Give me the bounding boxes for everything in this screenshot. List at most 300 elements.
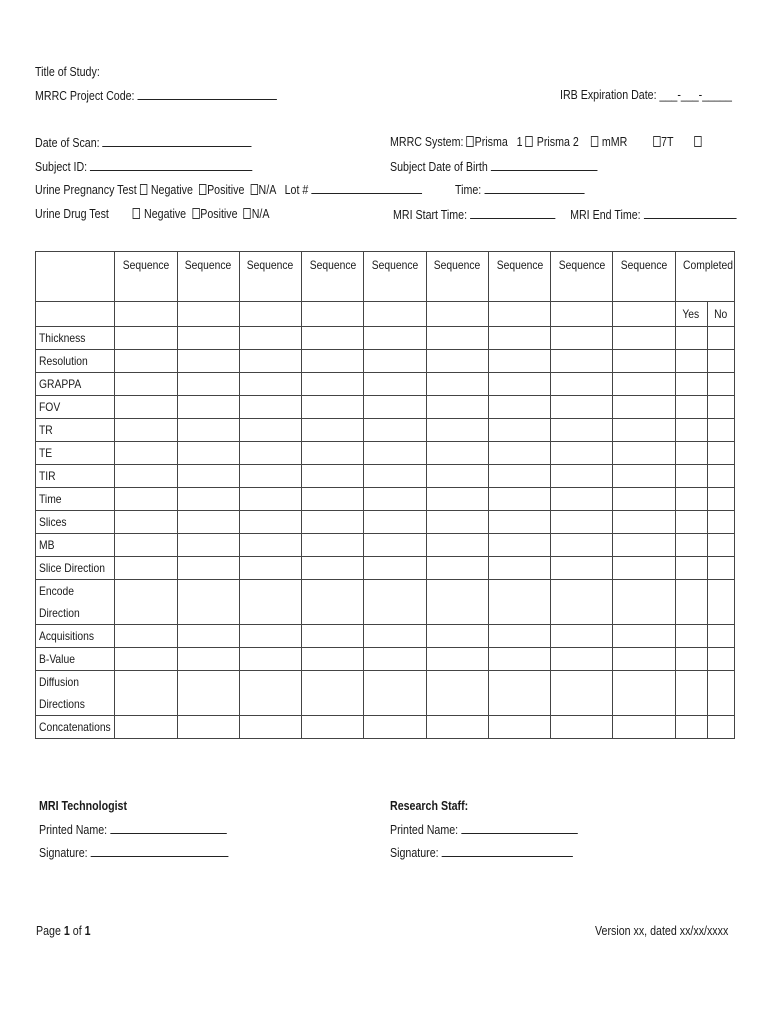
row-label: Acquisitions xyxy=(39,629,95,643)
lot-field[interactable] xyxy=(311,181,422,194)
table-row xyxy=(36,373,735,396)
table-cell[interactable] xyxy=(239,671,301,716)
page-label: Page xyxy=(36,923,61,938)
table-cell[interactable] xyxy=(426,442,488,465)
table-cell[interactable] xyxy=(302,327,364,350)
table-cell[interactable] xyxy=(302,625,364,648)
row-label-cell xyxy=(36,557,115,580)
tech-signature-row xyxy=(39,844,228,861)
table-cell[interactable] xyxy=(426,534,488,557)
table-cell[interactable] xyxy=(551,648,613,671)
urine-drug-row xyxy=(35,206,269,222)
table-cell[interactable] xyxy=(488,625,550,648)
table-cell[interactable] xyxy=(675,511,707,534)
table-cell[interactable] xyxy=(302,442,364,465)
row-label-cell xyxy=(36,534,115,557)
table-cell[interactable] xyxy=(488,511,550,534)
table-cell[interactable] xyxy=(707,327,734,350)
table-cell[interactable] xyxy=(707,671,734,716)
table-cell[interactable] xyxy=(707,580,734,625)
subheader-blank-cell xyxy=(36,302,115,327)
table-cell[interactable] xyxy=(177,557,239,580)
table-cell[interactable] xyxy=(613,488,675,511)
row-label: Thickness xyxy=(39,331,86,345)
table-cell[interactable] xyxy=(488,557,550,580)
table-cell[interactable] xyxy=(177,442,239,465)
time-field[interactable] xyxy=(484,181,584,194)
table-cell[interactable] xyxy=(115,534,177,557)
table-cell[interactable] xyxy=(551,350,613,373)
table-cell[interactable] xyxy=(707,625,734,648)
table-cell[interactable] xyxy=(239,534,301,557)
table-cell[interactable] xyxy=(364,716,426,739)
table-cell[interactable] xyxy=(364,511,426,534)
table-cell[interactable] xyxy=(364,419,426,442)
table-cell[interactable] xyxy=(302,557,364,580)
table-cell[interactable] xyxy=(302,534,364,557)
table-cell[interactable] xyxy=(551,580,613,625)
table-cell[interactable] xyxy=(177,716,239,739)
table-cell[interactable] xyxy=(364,625,426,648)
table-cell[interactable] xyxy=(364,396,426,419)
table-cell[interactable] xyxy=(707,373,734,396)
table-cell[interactable] xyxy=(239,465,301,488)
sequence-header-label: Sequence xyxy=(247,258,294,272)
drug-na-checkbox[interactable] xyxy=(243,208,250,219)
row-label: Concatenations xyxy=(39,720,111,734)
table-cell[interactable] xyxy=(488,419,550,442)
subheader-blank-cell xyxy=(426,302,488,327)
mri-end-label: MRI End Time: xyxy=(570,207,641,222)
staff-signature-label: Signature: xyxy=(390,845,439,860)
pregnancy-negative-label: Negative xyxy=(150,182,193,197)
mri-times-row xyxy=(393,206,736,223)
sequence-header-3 xyxy=(239,252,301,302)
table-cell[interactable] xyxy=(115,442,177,465)
table-cell[interactable] xyxy=(613,716,675,739)
table-cell[interactable] xyxy=(239,419,301,442)
table-cell[interactable] xyxy=(488,580,550,625)
table-cell[interactable] xyxy=(613,327,675,350)
table-cell[interactable] xyxy=(426,419,488,442)
table-cell[interactable] xyxy=(426,557,488,580)
table-cell[interactable] xyxy=(302,671,364,716)
table-cell[interactable] xyxy=(613,396,675,419)
table-cell[interactable] xyxy=(364,488,426,511)
table-cell[interactable] xyxy=(707,716,734,739)
table-cell[interactable] xyxy=(115,511,177,534)
table-row xyxy=(36,716,735,739)
prisma2-label: Prisma 2 xyxy=(536,134,579,149)
table-cell[interactable] xyxy=(488,396,550,419)
mmr-checkbox[interactable] xyxy=(591,136,598,147)
tech-signature-field[interactable] xyxy=(91,844,229,857)
row-label: GRAPPA xyxy=(39,377,82,391)
sequence-header-9 xyxy=(613,252,675,302)
table-cell[interactable] xyxy=(426,396,488,419)
row-label: B-Value xyxy=(39,652,75,666)
table-cell[interactable] xyxy=(551,465,613,488)
mri-technologist-heading: MRI Technologist xyxy=(39,798,128,813)
prisma2-checkbox[interactable] xyxy=(526,136,533,147)
table-cell[interactable] xyxy=(177,350,239,373)
table-cell[interactable] xyxy=(364,671,426,716)
table-cell[interactable] xyxy=(115,465,177,488)
table-cell[interactable] xyxy=(302,396,364,419)
table-cell[interactable] xyxy=(707,488,734,511)
table-cell[interactable] xyxy=(675,396,707,419)
row-label: TIR xyxy=(39,469,56,483)
subheader-blank-cell xyxy=(551,302,613,327)
table-cell[interactable] xyxy=(613,465,675,488)
table-cell[interactable] xyxy=(488,373,550,396)
subject-id-field[interactable] xyxy=(90,158,252,171)
table-cell[interactable] xyxy=(488,671,550,716)
table-cell[interactable] xyxy=(239,716,301,739)
mrrc-system-label: MRRC System: xyxy=(390,134,464,149)
table-cell[interactable] xyxy=(488,442,550,465)
table-cell[interactable] xyxy=(115,580,177,625)
subject-dob-label: Subject Date of Birth xyxy=(390,159,488,174)
row-label-cell xyxy=(36,671,115,716)
table-cell[interactable] xyxy=(426,327,488,350)
extra-checkbox[interactable] xyxy=(694,136,701,147)
table-cell[interactable] xyxy=(675,580,707,625)
table-cell[interactable] xyxy=(302,488,364,511)
subject-dob-row xyxy=(390,158,597,175)
row-label-cell xyxy=(36,373,115,396)
pregnancy-positive-checkbox[interactable] xyxy=(199,184,206,195)
table-cell[interactable] xyxy=(613,534,675,557)
seven-t-checkbox[interactable] xyxy=(653,136,660,147)
table-cell[interactable] xyxy=(551,671,613,716)
table-cell[interactable] xyxy=(675,557,707,580)
table-cell[interactable] xyxy=(239,442,301,465)
irb-expiration-label: IRB Expiration Date: xyxy=(560,87,657,102)
staff-signature-row xyxy=(390,844,573,861)
drug-positive-label: Positive xyxy=(200,206,238,221)
table-cell[interactable] xyxy=(177,373,239,396)
row-label-cell xyxy=(36,716,115,739)
table-cell[interactable] xyxy=(613,373,675,396)
row-label-cell xyxy=(36,350,115,373)
table-cell[interactable] xyxy=(426,465,488,488)
table-cell[interactable] xyxy=(115,396,177,419)
table-cell[interactable] xyxy=(613,442,675,465)
table-cell[interactable] xyxy=(675,465,707,488)
table-cell[interactable] xyxy=(675,488,707,511)
table-cell[interactable] xyxy=(177,534,239,557)
table-cell[interactable] xyxy=(613,648,675,671)
table-cell[interactable] xyxy=(551,327,613,350)
table-cell[interactable] xyxy=(177,327,239,350)
table-cell[interactable] xyxy=(177,396,239,419)
mri-start-field[interactable] xyxy=(470,206,555,219)
header-corner-cell xyxy=(36,252,115,302)
subject-dob-field[interactable] xyxy=(491,158,598,171)
table-cell[interactable] xyxy=(115,716,177,739)
table-row xyxy=(36,557,735,580)
table-cell[interactable] xyxy=(488,350,550,373)
date-of-scan-label: Date of Scan: xyxy=(35,135,100,150)
table-cell[interactable] xyxy=(364,557,426,580)
table-cell[interactable] xyxy=(115,671,177,716)
table-cell[interactable] xyxy=(488,488,550,511)
staff-printed-name-label: Printed Name: xyxy=(390,822,459,837)
table-cell[interactable] xyxy=(426,671,488,716)
time-row xyxy=(455,181,584,198)
table-cell[interactable] xyxy=(551,373,613,396)
table-cell[interactable] xyxy=(177,671,239,716)
row-label: Diffusion xyxy=(39,675,79,689)
research-staff-heading: Research Staff: xyxy=(390,798,469,813)
table-cell[interactable] xyxy=(302,465,364,488)
title-of-study-label: Title of Study: xyxy=(35,64,100,79)
table-row xyxy=(36,327,735,350)
table-row xyxy=(36,442,735,465)
sequence-header-label: Sequence xyxy=(371,258,419,272)
row-label-cell xyxy=(36,511,115,534)
table-cell[interactable] xyxy=(239,373,301,396)
table-cell[interactable] xyxy=(675,373,707,396)
tech-printed-name-label: Printed Name: xyxy=(39,822,108,837)
table-row xyxy=(36,625,735,648)
table-cell[interactable] xyxy=(115,350,177,373)
date-of-scan-row xyxy=(35,134,252,151)
table-cell[interactable] xyxy=(302,373,364,396)
row-label: Slice Direction xyxy=(39,561,105,575)
sequence-header-label: Sequence xyxy=(122,258,170,272)
completed-header xyxy=(675,252,734,302)
sequence-header-7 xyxy=(488,252,550,302)
table-cell[interactable] xyxy=(239,488,301,511)
date-of-scan-field[interactable] xyxy=(103,134,252,147)
table-cell[interactable] xyxy=(364,442,426,465)
table-cell[interactable] xyxy=(115,648,177,671)
page-number xyxy=(36,923,91,939)
row-label-cell xyxy=(36,488,115,511)
table-cell[interactable] xyxy=(675,442,707,465)
table-cell[interactable] xyxy=(239,648,301,671)
yes-label: Yes xyxy=(682,307,700,321)
table-cell[interactable] xyxy=(675,419,707,442)
table-cell[interactable] xyxy=(488,465,550,488)
table-cell[interactable] xyxy=(239,511,301,534)
table-cell[interactable] xyxy=(613,580,675,625)
table-cell[interactable] xyxy=(551,488,613,511)
row-label: Time xyxy=(39,492,62,506)
project-code-field[interactable] xyxy=(138,87,277,100)
table-cell[interactable] xyxy=(707,419,734,442)
table-header-row xyxy=(36,252,735,302)
table-cell[interactable] xyxy=(551,396,613,419)
pregnancy-na-checkbox[interactable] xyxy=(250,184,257,195)
sequence-table xyxy=(35,251,735,739)
table-cell[interactable] xyxy=(364,580,426,625)
row-label: TR xyxy=(39,423,53,437)
table-cell[interactable] xyxy=(115,488,177,511)
table-cell[interactable] xyxy=(426,648,488,671)
table-cell[interactable] xyxy=(426,350,488,373)
pregnancy-negative-checkbox[interactable] xyxy=(140,184,147,195)
pregnancy-positive-label: Positive xyxy=(207,182,245,197)
table-cell[interactable] xyxy=(488,327,550,350)
prisma1-number: 1 xyxy=(516,134,523,149)
table-cell[interactable] xyxy=(675,350,707,373)
time-label: Time: xyxy=(455,182,482,197)
version-text: Version xx, dated xx/xx/xxxx xyxy=(595,923,729,938)
table-cell[interactable] xyxy=(551,557,613,580)
table-cell[interactable] xyxy=(707,511,734,534)
table-cell[interactable] xyxy=(675,716,707,739)
table-row xyxy=(36,671,735,716)
table-cell[interactable] xyxy=(613,557,675,580)
table-cell[interactable] xyxy=(239,625,301,648)
table-cell[interactable] xyxy=(426,488,488,511)
subject-id-row xyxy=(35,158,252,175)
table-cell[interactable] xyxy=(177,465,239,488)
drug-positive-checkbox[interactable] xyxy=(192,208,199,219)
prisma1-checkbox[interactable] xyxy=(466,136,473,147)
table-cell[interactable] xyxy=(177,625,239,648)
table-cell[interactable] xyxy=(707,557,734,580)
table-cell[interactable] xyxy=(707,442,734,465)
table-cell[interactable] xyxy=(115,373,177,396)
sequence-header-1 xyxy=(115,252,177,302)
sequence-header-label: Sequence xyxy=(184,258,232,272)
subheader-blank-cell xyxy=(239,302,301,327)
table-cell[interactable] xyxy=(488,648,550,671)
staff-printed-name-field[interactable] xyxy=(461,821,577,834)
prisma1-label: Prisma xyxy=(474,134,508,149)
sequence-header-label: Sequence xyxy=(309,258,356,272)
table-cell[interactable] xyxy=(426,580,488,625)
table-cell[interactable] xyxy=(302,648,364,671)
table-cell[interactable] xyxy=(364,350,426,373)
table-cell[interactable] xyxy=(239,396,301,419)
mmr-label: mMR xyxy=(601,134,628,149)
row-label-cell xyxy=(36,465,115,488)
table-cell[interactable] xyxy=(239,580,301,625)
project-code-row xyxy=(35,87,277,104)
irb-expiration-field[interactable]: ___-___-_____ xyxy=(659,87,732,102)
table-cell[interactable] xyxy=(675,671,707,716)
sequence-header-label: Sequence xyxy=(496,258,543,272)
table-cell[interactable] xyxy=(675,327,707,350)
table-cell[interactable] xyxy=(675,534,707,557)
table-cell[interactable] xyxy=(426,716,488,739)
table-cell[interactable] xyxy=(115,327,177,350)
table-cell[interactable] xyxy=(551,534,613,557)
table-cell[interactable] xyxy=(177,488,239,511)
table-cell[interactable] xyxy=(426,511,488,534)
table-row xyxy=(36,350,735,373)
table-cell[interactable] xyxy=(707,534,734,557)
table-cell[interactable] xyxy=(551,716,613,739)
row-label-cell xyxy=(36,625,115,648)
table-cell[interactable] xyxy=(115,625,177,648)
table-cell[interactable] xyxy=(613,511,675,534)
row-label-cell xyxy=(36,580,115,625)
table-cell[interactable] xyxy=(488,716,550,739)
table-cell[interactable] xyxy=(364,373,426,396)
table-cell[interactable] xyxy=(426,625,488,648)
table-cell[interactable] xyxy=(239,327,301,350)
table-cell[interactable] xyxy=(426,373,488,396)
drug-negative-checkbox[interactable] xyxy=(133,208,140,219)
mri-end-field[interactable] xyxy=(644,206,737,219)
table-cell[interactable] xyxy=(115,557,177,580)
table-cell[interactable] xyxy=(551,442,613,465)
table-cell[interactable] xyxy=(364,648,426,671)
table-cell[interactable] xyxy=(177,648,239,671)
sequence-header-2 xyxy=(177,252,239,302)
table-cell[interactable] xyxy=(302,511,364,534)
row-label-line2: Direction xyxy=(39,606,80,620)
table-cell[interactable] xyxy=(488,534,550,557)
sequence-header-label: Sequence xyxy=(434,258,481,272)
table-cell[interactable] xyxy=(707,350,734,373)
table-cell[interactable] xyxy=(239,350,301,373)
row-label-cell xyxy=(36,442,115,465)
sequence-header-6 xyxy=(426,252,488,302)
tech-printed-name-field[interactable] xyxy=(110,821,226,834)
table-cell[interactable] xyxy=(302,419,364,442)
table-cell[interactable] xyxy=(707,648,734,671)
table-cell[interactable] xyxy=(675,648,707,671)
row-label: FOV xyxy=(39,400,61,414)
tech-printed-name-row xyxy=(39,821,227,838)
table-cell[interactable] xyxy=(613,625,675,648)
table-cell[interactable] xyxy=(177,511,239,534)
page-total: 1 xyxy=(84,923,91,938)
row-label: Resolution xyxy=(39,354,88,368)
table-cell[interactable] xyxy=(707,396,734,419)
table-cell[interactable] xyxy=(364,465,426,488)
table-cell[interactable] xyxy=(302,580,364,625)
table-row xyxy=(36,511,735,534)
table-cell[interactable] xyxy=(613,419,675,442)
table-subheader-row xyxy=(36,302,735,327)
no-header xyxy=(707,302,734,327)
table-cell[interactable] xyxy=(115,419,177,442)
table-cell[interactable] xyxy=(551,419,613,442)
staff-signature-field[interactable] xyxy=(442,844,573,857)
table-row xyxy=(36,534,735,557)
table-cell[interactable] xyxy=(613,350,675,373)
table-cell[interactable] xyxy=(302,350,364,373)
row-label-cell xyxy=(36,419,115,442)
table-cell[interactable] xyxy=(177,580,239,625)
table-cell[interactable] xyxy=(707,465,734,488)
table-cell[interactable] xyxy=(675,625,707,648)
project-code-label: MRRC Project Code: xyxy=(35,88,135,103)
table-cell[interactable] xyxy=(551,511,613,534)
row-label: Slices xyxy=(39,515,67,529)
lot-label: Lot # xyxy=(284,182,309,197)
table-cell[interactable] xyxy=(302,716,364,739)
table-cell[interactable] xyxy=(613,671,675,716)
drug-negative-label: Negative xyxy=(144,206,187,221)
table-cell[interactable] xyxy=(364,327,426,350)
table-cell[interactable] xyxy=(239,557,301,580)
pregnancy-na-label: N/A xyxy=(258,182,276,197)
table-cell[interactable] xyxy=(551,625,613,648)
row-label-cell xyxy=(36,396,115,419)
table-cell[interactable] xyxy=(364,534,426,557)
table-cell[interactable] xyxy=(177,419,239,442)
mri-start-label: MRI Start Time: xyxy=(393,207,468,222)
